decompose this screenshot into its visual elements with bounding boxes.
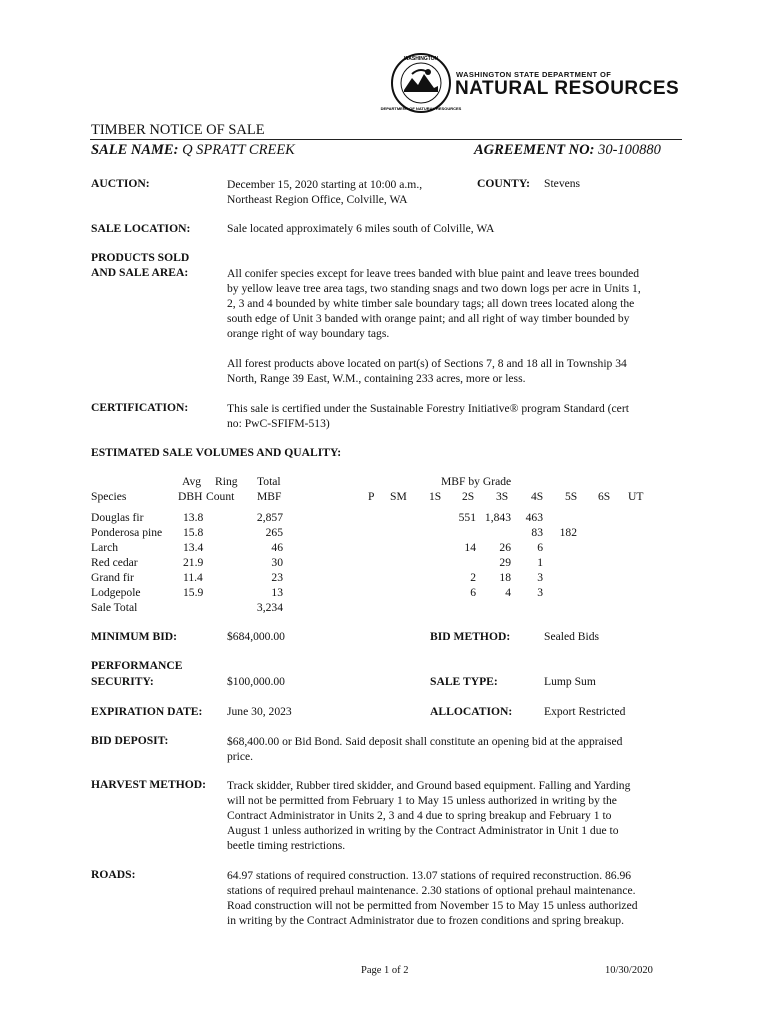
cell-total: 46	[271, 541, 283, 554]
cell-3s: 18	[499, 571, 511, 584]
title-rule	[90, 139, 682, 140]
cell-dbh: 15.8	[183, 526, 204, 539]
roads-line: Road construction will not be permitted from November 15 to May 15 unless authorized	[227, 899, 638, 912]
dnr-logo	[380, 52, 680, 114]
sale-total-value: 3,234	[256, 601, 283, 614]
sale-location-text: Sale located approximately 6 miles south of Colville, WA	[227, 222, 495, 235]
cell-4s: 3	[537, 571, 543, 584]
col-grade-1s: 1S	[429, 490, 442, 503]
roads-line: in writing by the Contract Administrator due to frozen conditions and spring breakup.	[227, 914, 625, 927]
products-paragraph-2	[227, 356, 677, 386]
products-p1-line: by yellow leave tree area tags, two standing snags and two down logs per acre in Units 1,	[227, 282, 641, 295]
certification-line: no: PwC-SFIFM-513)	[227, 417, 330, 430]
cell-total: 23	[271, 571, 283, 584]
agreement-no: 30-100880	[598, 142, 661, 158]
footer-date: 10/30/2020	[605, 965, 653, 976]
cell-2s: 2	[470, 571, 476, 584]
col-total: Total	[257, 475, 281, 488]
sale-total-label: Sale Total	[91, 601, 138, 614]
cell-3s: 4	[505, 586, 511, 599]
performance-label-2: SECURITY:	[91, 675, 154, 688]
dnr-seal-icon	[380, 52, 462, 114]
col-grade-6s: 6S	[598, 490, 611, 503]
cell-total: 30	[271, 556, 283, 569]
cell-total: 265	[265, 526, 283, 539]
col-grade-3s: 3S	[496, 490, 509, 503]
col-grade-p: P	[368, 490, 375, 503]
cell-2s: 551	[458, 511, 476, 524]
sale-type-label: SALE TYPE:	[430, 675, 498, 688]
cell-total: 2,857	[256, 511, 283, 524]
products-p1-line: orange right of way boundary tags.	[227, 327, 390, 340]
cell-species: Larch	[91, 541, 119, 554]
performance-value: $100,000.00	[227, 675, 285, 688]
auction-line1: December 15, 2020 starting at 10:00 a.m.,	[227, 178, 423, 191]
roads-line: 64.97 stations of required construction. 13.07 stations of required reconstruction. 86.96	[227, 869, 632, 882]
county-value: Stevens	[544, 177, 581, 190]
bid-deposit-text	[227, 734, 682, 764]
cell-species: Lodgepole	[91, 586, 141, 599]
expiration-value: June 30, 2023	[227, 705, 292, 718]
cell-2s: 6	[470, 586, 476, 599]
expiration-label: EXPIRATION DATE:	[91, 705, 203, 718]
certification-label: CERTIFICATION:	[91, 401, 189, 414]
seal-text-top: WASHINGTON	[403, 56, 439, 62]
cell-dbh: 15.9	[183, 586, 204, 599]
col-ring: Ring	[215, 475, 238, 488]
sale-name-line	[91, 142, 295, 159]
minimum-bid-label: MINIMUM BID:	[91, 630, 177, 643]
harvest-line: Contract Administrator in Units 2, 3 and 4 due to spring breakup and February 1 to	[227, 809, 612, 822]
col-mbf-by-grade: MBF by Grade	[441, 475, 512, 488]
col-grade-5s: 5S	[565, 490, 578, 503]
cell-2s: 14	[464, 541, 476, 554]
products-p2-line: All forest products above located on part(s) of Sections 7, 8 and 18 all in Township 34	[227, 357, 627, 370]
harvest-method-label: HARVEST METHOD:	[91, 778, 207, 791]
bid-deposit-line: price.	[227, 750, 254, 763]
cell-species: Douglas fir	[91, 511, 144, 524]
cell-total: 13	[271, 586, 283, 599]
agreement-label: AGREEMENT NO:	[474, 142, 595, 158]
doc-title: TIMBER NOTICE OF SALE	[91, 122, 265, 138]
col-grade-2s: 2S	[462, 490, 475, 503]
cell-species: Red cedar	[91, 556, 138, 569]
auction-label: AUCTION:	[91, 177, 150, 190]
cell-species: Ponderosa pine	[91, 526, 163, 539]
products-p2-line: North, Range 39 East, W.M., containing 233 acres, more or less.	[227, 372, 526, 385]
col-grade-sm: SM	[390, 490, 407, 503]
agency-name: NATURAL RESOURCES	[455, 78, 680, 99]
products-p1-line: south edge of Unit 3 banded with orange paint; and all right of way timber bounded by	[227, 312, 630, 325]
cell-5s: 182	[559, 526, 577, 539]
auction-line2: Northeast Region Office, Colville, WA	[227, 193, 408, 206]
col-grade-4s: 4S	[531, 490, 544, 503]
agreement-line	[474, 142, 661, 159]
volumes-heading: ESTIMATED SALE VOLUMES AND QUALITY:	[91, 446, 342, 459]
cell-species: Grand fir	[91, 571, 134, 584]
cell-3s: 29	[499, 556, 511, 569]
cell-4s: 463	[525, 511, 543, 524]
roads-label: ROADS:	[91, 868, 136, 881]
col-dbh: DBH	[178, 490, 203, 503]
cell-4s: 3	[537, 586, 543, 599]
cell-dbh: 21.9	[183, 556, 204, 569]
products-label-2: AND SALE AREA:	[91, 266, 189, 279]
harvest-line: Track skidder, Rubber tired skidder, and Ground based equipment. Falling and Yarding	[227, 779, 631, 792]
bid-method-value: Sealed Bids	[544, 630, 600, 643]
sale-location-label: SALE LOCATION:	[91, 222, 191, 235]
cell-dbh: 13.4	[183, 541, 204, 554]
harvest-line: will not be permitted from February 1 to May 15 unless authorized in writing by the	[227, 794, 617, 807]
bid-deposit-line: $68,400.00 or Bid Bond. Said deposit shall constitute an opening bid at the appraised	[227, 735, 623, 748]
col-count: Count	[206, 490, 235, 503]
products-paragraph-1	[227, 266, 677, 341]
harvest-method-text	[227, 778, 682, 853]
allocation-label: ALLOCATION:	[430, 705, 513, 718]
sale-name-label: SALE NAME:	[91, 142, 179, 158]
county-label: COUNTY:	[477, 177, 531, 190]
agency-small-text: WASHINGTON STATE DEPARTMENT OF	[456, 70, 612, 79]
cell-4s: 1	[537, 556, 543, 569]
sale-name: Q SPRATT CREEK	[182, 142, 295, 158]
cell-4s: 83	[531, 526, 543, 539]
sale-type-value: Lump Sum	[544, 675, 596, 688]
col-species: Species	[91, 490, 127, 503]
certification-text	[227, 401, 677, 431]
page-number: Page 1 of 2	[361, 965, 409, 976]
certification-line: This sale is certified under the Sustainable Forestry Initiative® program Standard (cert	[227, 402, 629, 415]
col-grade-ut: UT	[628, 490, 644, 503]
cell-3s: 26	[499, 541, 511, 554]
bid-method-label: BID METHOD:	[430, 630, 511, 643]
bid-deposit-label: BID DEPOSIT:	[91, 734, 169, 747]
products-p1-line: All conifer species except for leave trees banded with blue paint and leave trees bounded	[227, 267, 640, 280]
harvest-line: August 1 unless authorized in writing by the Contract Administrator in Unit 1 due to	[227, 824, 619, 837]
products-label-1: PRODUCTS SOLD	[91, 251, 190, 264]
cell-4s: 6	[537, 541, 543, 554]
cell-3s: 1,843	[484, 511, 511, 524]
performance-label-1: PERFORMANCE	[91, 659, 183, 672]
roads-text	[227, 868, 682, 928]
seal-text-bottom: DEPARTMENT OF NATURAL RESOURCES	[380, 106, 462, 111]
cell-dbh: 11.4	[183, 571, 203, 584]
col-avg: Avg	[182, 475, 202, 488]
harvest-line: beetle timing restrictions.	[227, 839, 346, 852]
minimum-bid-value: $684,000.00	[227, 630, 285, 643]
col-mbf: MBF	[257, 490, 282, 503]
products-p1-line: 2, 3 and 4 bounded by white timber sale boundary tags; all down trees located along the	[227, 297, 635, 310]
cell-dbh: 13.8	[183, 511, 204, 524]
roads-line: stations of required prehaul maintenance. 2.30 stations of optional prehaul maintenance.	[227, 884, 636, 897]
allocation-value: Export Restricted	[544, 705, 626, 718]
